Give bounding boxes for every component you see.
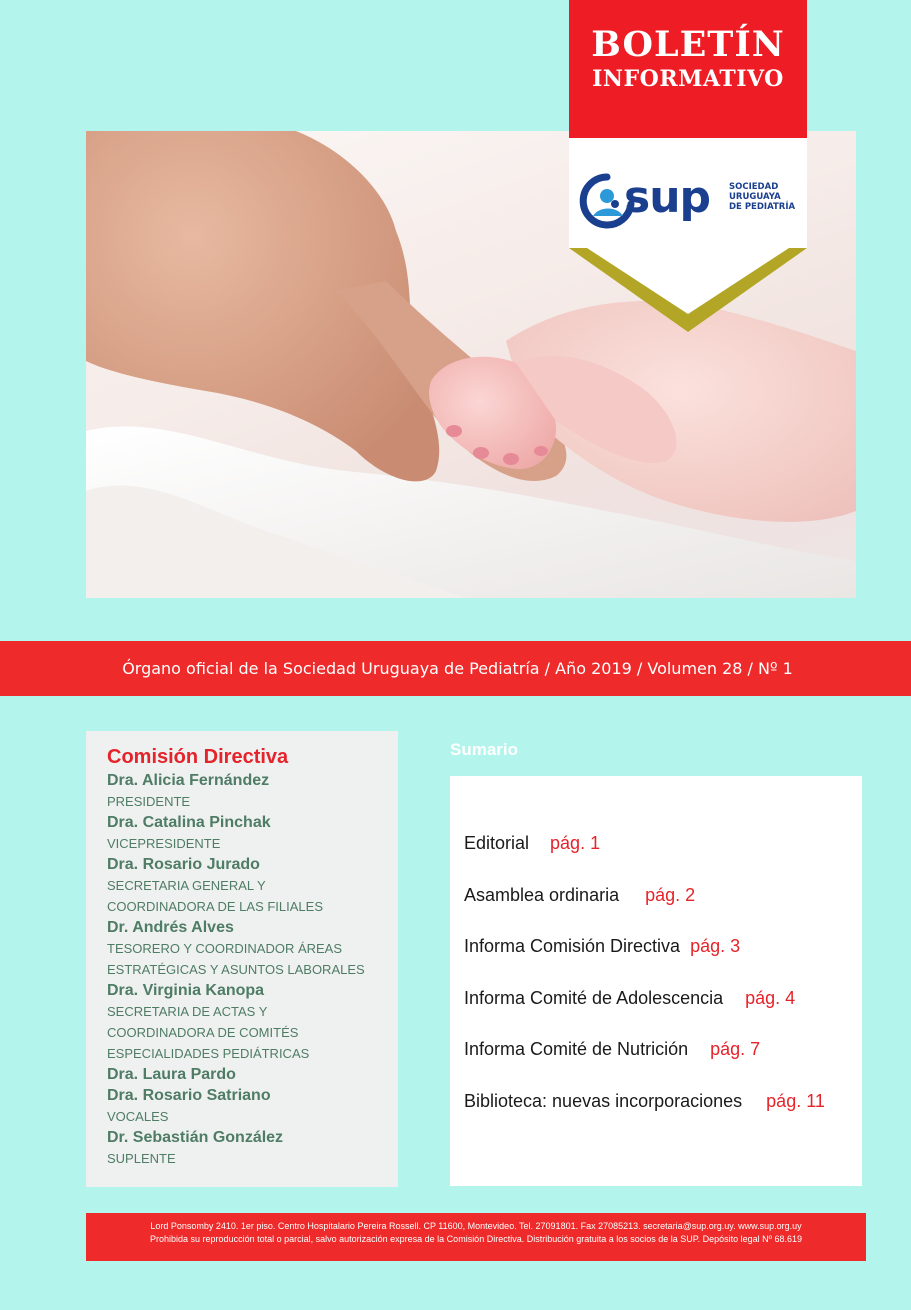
newsletter-title [569,0,807,138]
board-member-role: PRESIDENTE [107,794,191,809]
board-member-role: SUPLENTE [107,1151,176,1166]
sumario-item[interactable] [464,934,862,986]
title-line-2: INFORMATIVO [592,66,784,92]
board-member-name: Dra. Rosario Satriano [107,1087,271,1104]
board-member-role: VOCALES [107,1109,169,1124]
sup-tagline: SOCIEDAD URUGUAYA DE PEDIATRÍA [729,182,796,212]
sumario-item[interactable] [464,1037,862,1089]
sumario-item-label: Informa Comisión Directiva [464,936,681,956]
footer-legal: Prohibida su reproducción total o parcial, salvo autorización expresa de la Comisión Directiva. Distribución gratuita a los socios de la SUP. Depósito legal Nº 68.619 [150,1234,802,1244]
board-member-role: COORDINADORA DE COMITÉS [107,1025,299,1040]
sup-logo [569,138,807,248]
sumario-item-label: Informa Comité de Adolescencia [464,987,724,1008]
sumario-item-page: pág. 3 [690,936,741,956]
sumario-item-page: pág. 4 [745,987,796,1008]
sumario-panel [450,776,862,1186]
board-member-name: Dra. Catalina Pinchak [107,814,271,831]
board-member-name: Dra. Laura Pardo [107,1066,236,1083]
title-line-1: BOLETÍN [591,24,785,65]
board-member-role: SECRETARIA GENERAL Y [107,878,266,893]
board-member-role: VICEPRESIDENTE [107,836,221,851]
sumario-title: Sumario [450,740,519,759]
board-member-name: Dra. Virginia Kanopa [107,982,265,999]
publication-info-band: Órgano oficial de la Sociedad Uruguaya de Pediatría / Año 2019 / Volumen 28 / Nº 1 [0,641,911,696]
sumario-item-page: pág. 1 [550,833,601,853]
sumario-item[interactable] [464,883,862,935]
board-member-role: TESORERO Y COORDINADOR ÁREAS [107,941,343,956]
board-member-role: COORDINADORA DE LAS FILIALES [107,899,324,914]
sumario-item-label: Informa Comité de Nutrición [464,1039,689,1059]
board-member-name: Dra. Alicia Fernández [107,772,270,789]
sumario-item-label: Editorial [464,833,530,853]
sumario-item-page: pág. 11 [766,1090,825,1111]
board-panel [86,731,398,1187]
board-member-role: ESTRATÉGICAS Y ASUNTOS LABORALES [107,962,365,977]
board-member-name: Dr. Andrés Alves [107,919,234,936]
footer-address: Lord Ponsomby 2410. 1er piso. Centro Hospitalario Pereira Rossell. CP 11600, Montevideo. Tel. 27091801. Fax 27085213. secretaria@sup.org.uy. www.sup.org.uy [150,1221,802,1231]
sup-wordmark: sup [624,172,711,223]
sumario-item-page: pág. 2 [645,884,696,905]
board-member-name: Dra. Rosario Jurado [107,856,260,873]
board-member-role: ESPECIALIDADES PEDIÁTRICAS [107,1046,310,1061]
chevron-decoration-icon [569,248,807,332]
sumario-item-page: pág. 7 [710,1039,761,1059]
sumario-item[interactable] [464,986,862,1038]
board-title: Comisión Directiva [107,746,289,768]
sumario-item-label: Biblioteca: nuevas incorporaciones [464,1090,743,1111]
board-member-name: Dr. Sebastián González [107,1129,284,1146]
sumario-item[interactable] [464,1089,862,1141]
board-member-role: SECRETARIA DE ACTAS Y [107,1004,268,1019]
sumario-item-label: Asamblea ordinaria [464,884,620,905]
footer-band [86,1213,866,1261]
sumario-item[interactable] [464,831,862,883]
